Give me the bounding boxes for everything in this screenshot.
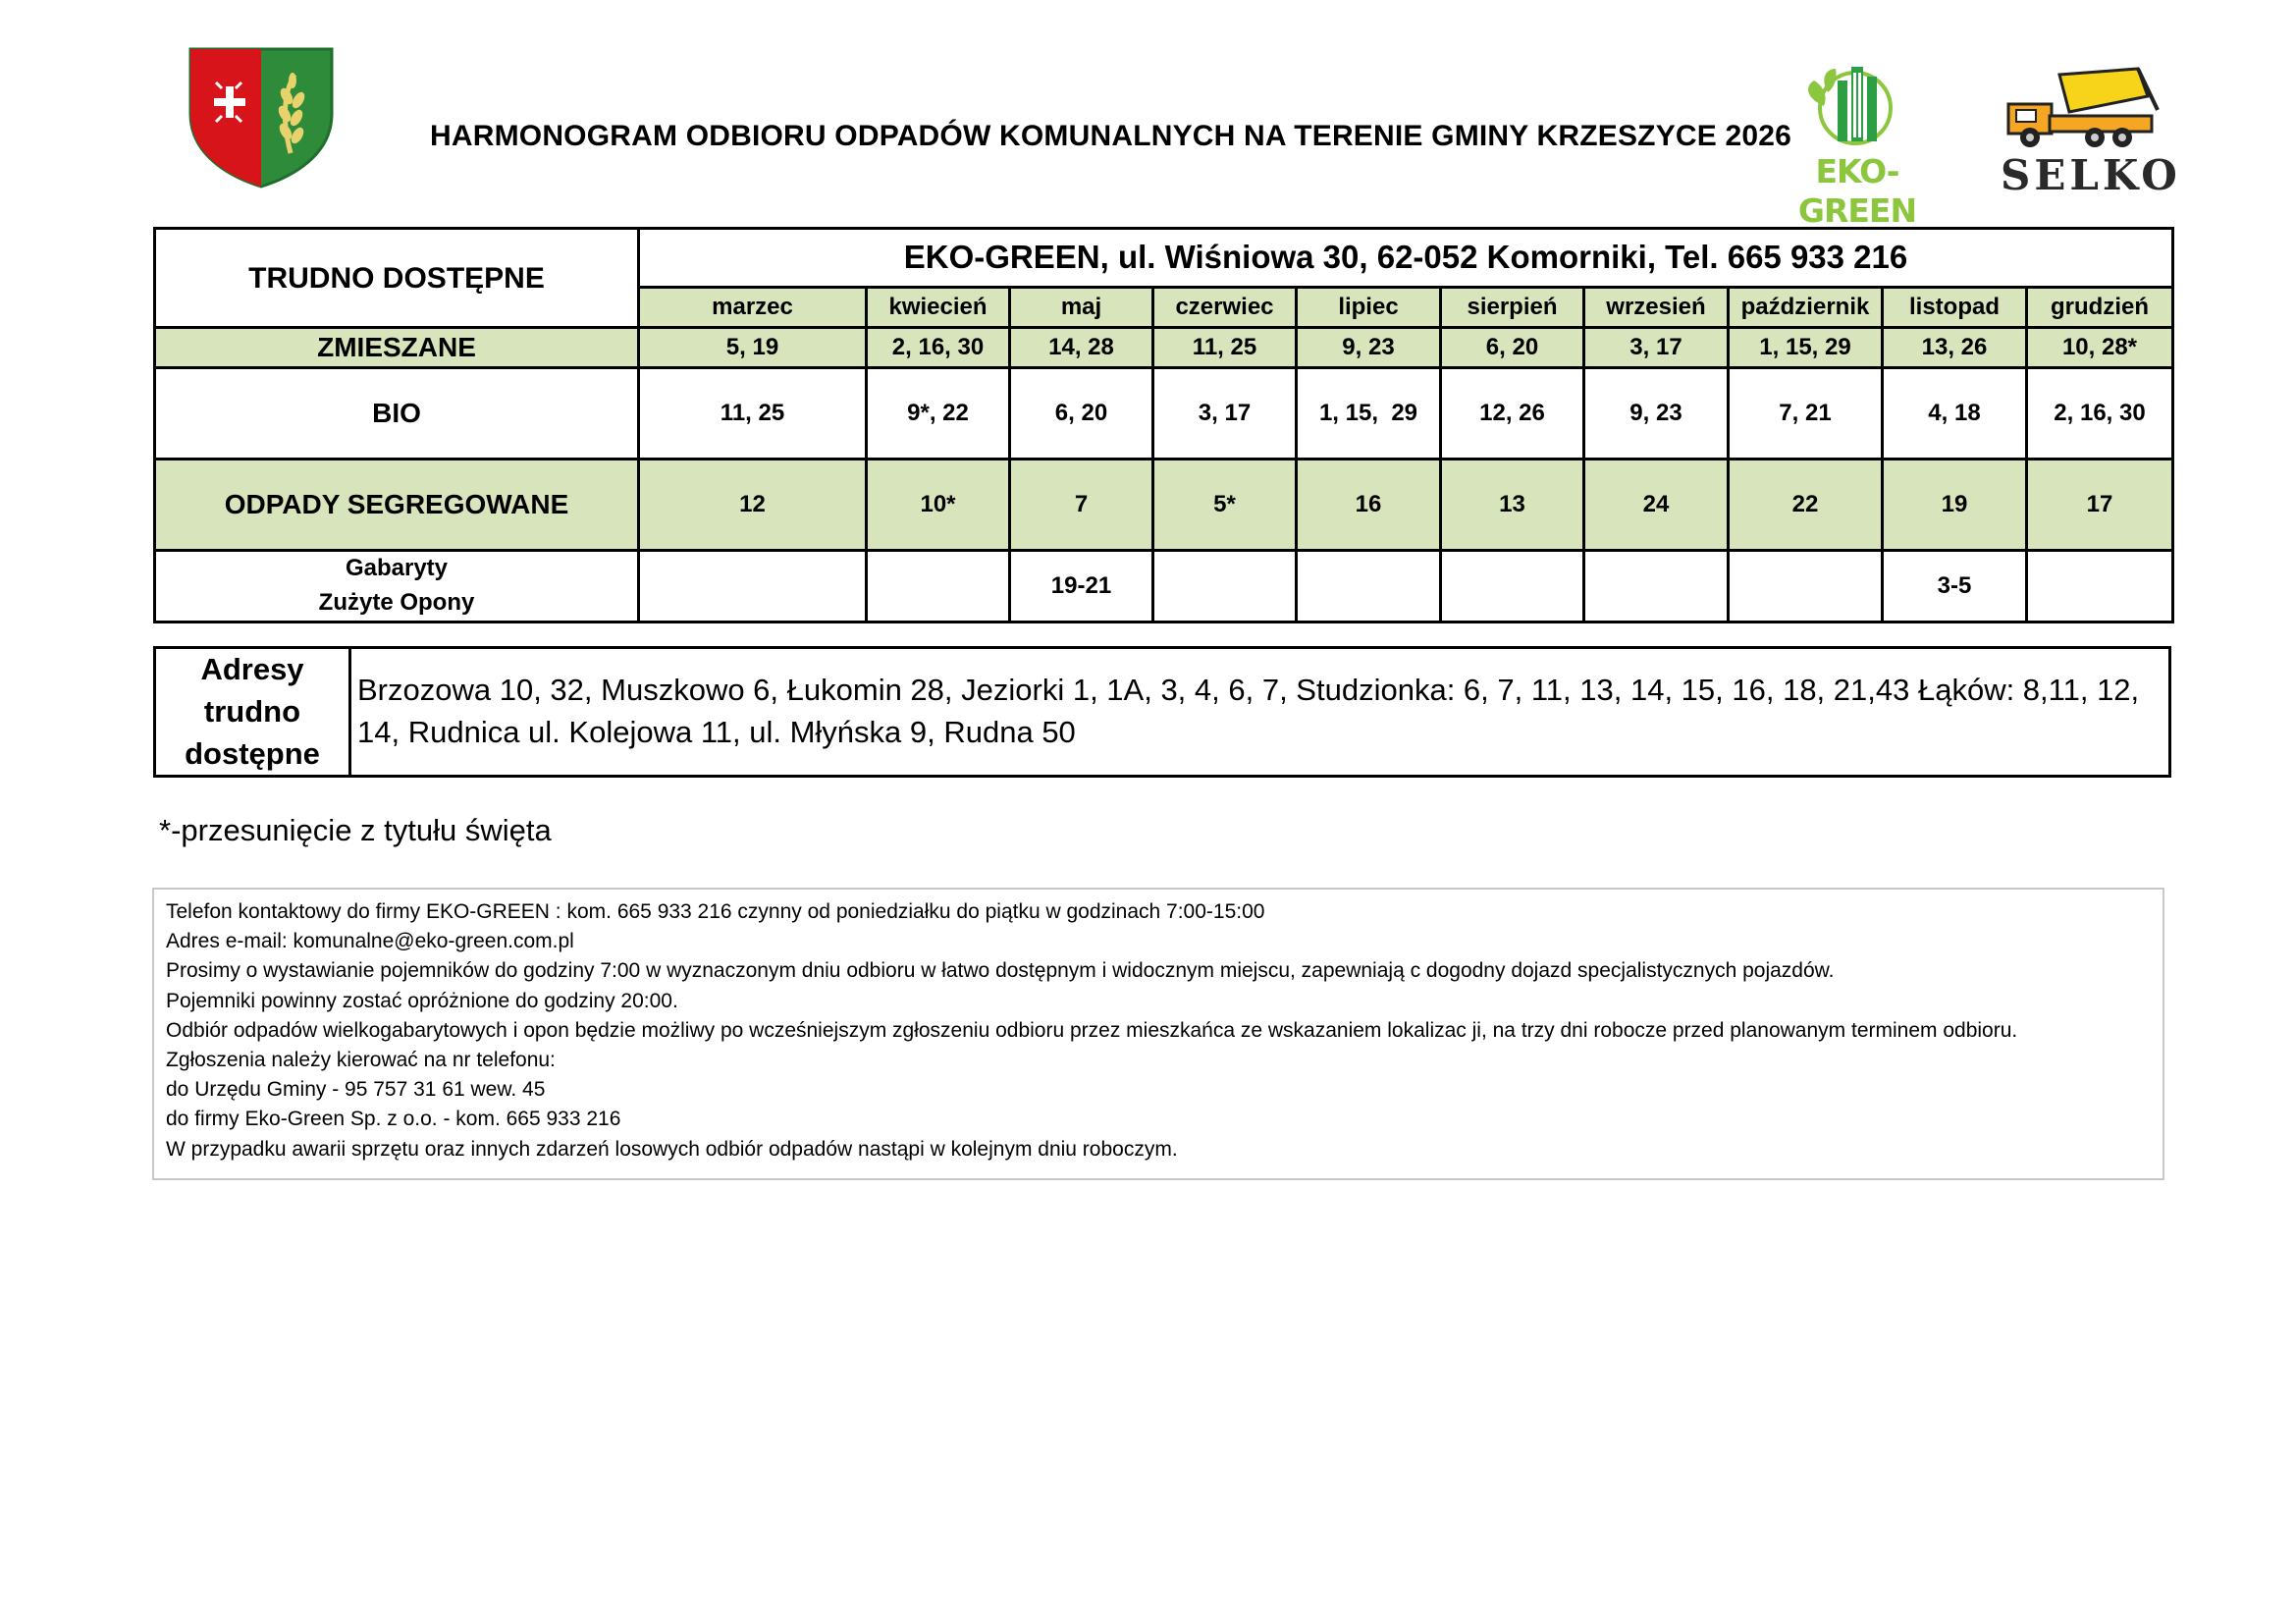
row-label: ZMIESZANE [155,328,639,368]
schedule-table [153,227,2174,623]
month-header: grudzień [2027,288,2173,328]
addresses-label-line: dostępne [185,735,320,771]
table-cell [1153,551,1297,623]
row-zmieszane [155,328,2173,368]
table-cell: 3-5 [1883,551,2027,623]
concrete-mixer-truck-icon [2001,61,2160,149]
table-cell: 11, 25 [1153,328,1297,368]
row-segregowane [155,460,2173,551]
month-header: marzec [639,288,867,328]
footnote: *-przesunięcie z tytułu święta [159,813,552,847]
gmina-crest-logo [185,45,338,189]
table-cell: 9*, 22 [867,368,1010,460]
info-line: W przypadku awarii sprzętu oraz innych zdarzeń losowych odbiór odpadów nastąpi w kolejnym dniu roboczym. [166,1137,1178,1161]
month-header: czerwiec [1153,288,1297,328]
info-line: Adres e-mail: komunalne@eko-green.com.pl [166,930,574,953]
table-cell: 10* [867,460,1010,551]
month-header: październik [1729,288,1883,328]
info-line: do firmy Eko-Green Sp. z o.o. - kom. 665 933 216 [166,1108,621,1131]
gabaryty-label: Gabaryty [345,555,449,581]
row-label: ODPADY SEGREGOWANE [155,460,639,551]
eko-green-buildings-icon [1777,59,1938,147]
table-cell [1441,551,1584,623]
table-cell: 11, 25 [639,368,867,460]
table-cell: 10, 28* [2027,328,2173,368]
table-cell: 2, 16, 30 [2027,368,2173,460]
table-cell: 5* [1153,460,1297,551]
addresses-label-line: trudno [203,693,301,729]
info-line: Prosimy o wystawianie pojemników do godziny 7:00 w wyznaczonym dniu odbioru w łatwo dostępnym i widocznym miejscu, zapewniają c dogodny dojazd specjalistycznych pojazdów. [166,959,1835,983]
row-bio [155,368,2173,460]
table-cell: 1, 15, 29 [1297,368,1441,460]
firm-header: EKO-GREEN, ul. Wiśniowa 30, 62-052 Komorniki, Tel. 665 933 216 [639,229,2173,288]
info-box [152,888,2164,1180]
table-cell: 12, 26 [1441,368,1584,460]
selko-logo [2001,61,2181,199]
addresses-table [153,646,2171,778]
opony-label: Zużyte Opony [318,588,475,616]
info-line: Odbiór odpadów wielkogabarytowych i opon będzie możliwy po wcześniejszym zgłoszeniu odbioru przez mieszkańca ze wskazaniem lokalizac ji, na trzy dni robocze przed planowanym terminem odbioru. [166,1018,2018,1042]
table-cell: 5, 19 [639,328,867,368]
table-cell: 3, 17 [1584,328,1729,368]
month-header: maj [1010,288,1153,328]
schedule-corner-label: TRUDNO DOSTĘPNE [155,229,639,328]
month-header: wrzesień [1584,288,1729,328]
info-line: Zgłoszenia należy kierować na nr telefonu: [166,1049,556,1072]
info-line: do Urzędu Gminy - 95 757 31 61 wew. 45 [166,1078,546,1102]
table-cell: 3, 17 [1153,368,1297,460]
table-cell: 17 [2027,460,2173,551]
table-cell: 9, 23 [1584,368,1729,460]
addresses-label-line: Adresy [200,652,304,686]
table-cell: 12 [639,460,867,551]
eko-green-wordmark: EKO-GREEN [1797,152,1917,230]
table-cell: 19-21 [1010,551,1153,623]
month-header: kwiecień [867,288,1010,328]
table-cell: 7 [1010,460,1153,551]
row-label: BIO [155,368,639,460]
table-cell: 16 [1297,460,1441,551]
table-cell [867,551,1010,623]
table-cell [2027,551,2173,623]
table-cell: 6, 20 [1441,328,1584,368]
table-cell: 19 [1883,460,2027,551]
table-cell [1584,551,1729,623]
table-cell: 6, 20 [1010,368,1153,460]
addresses-list: Brzozowa 10, 32, Muszkowo 6, Łukomin 28, Jeziorki 1, 1A, 3, 4, 6, 7, Studzionka: 6, 7, 11, 13, 14, 15, 16, 18, 21,43 Łąków: 8,11, 12, 14, Rudnica ul. Kolejowa 11, ul. Młyńska 9, Rudna 50 [350,648,2170,777]
table-cell: 2, 16, 30 [867,328,1010,368]
page-title: HARMONOGRAM ODBIORU ODPADÓW KOMUNALNYCH NA TERENIE GMINY KRZESZYCE 2026 [430,120,1792,152]
month-header: listopad [1883,288,2027,328]
table-cell: 22 [1729,460,1883,551]
row-label [155,551,639,623]
table-cell: 14, 28 [1010,328,1153,368]
row-gabaryty [155,551,2173,623]
table-cell: 4, 18 [1883,368,2027,460]
table-cell [639,551,867,623]
table-cell: 9, 23 [1297,328,1441,368]
info-line: Telefon kontaktowy do firmy EKO-GREEN : kom. 665 933 216 czynny od poniedziałku do piątku w godzinach 7:00-15:00 [166,900,1265,923]
month-header: lipiec [1297,288,1441,328]
eko-green-logo [1777,59,1938,230]
table-cell: 7, 21 [1729,368,1883,460]
table-cell: 13, 26 [1883,328,2027,368]
info-line: Pojemniki powinny zostać opróżnione do godziny 20:00. [166,989,678,1012]
month-header: sierpień [1441,288,1584,328]
table-cell: 24 [1584,460,1729,551]
selko-wordmark: SELKO [2001,151,2181,199]
table-cell [1729,551,1883,623]
table-cell: 1, 15, 29 [1729,328,1883,368]
table-cell: 13 [1441,460,1584,551]
addresses-label [155,648,350,777]
table-cell [1297,551,1441,623]
